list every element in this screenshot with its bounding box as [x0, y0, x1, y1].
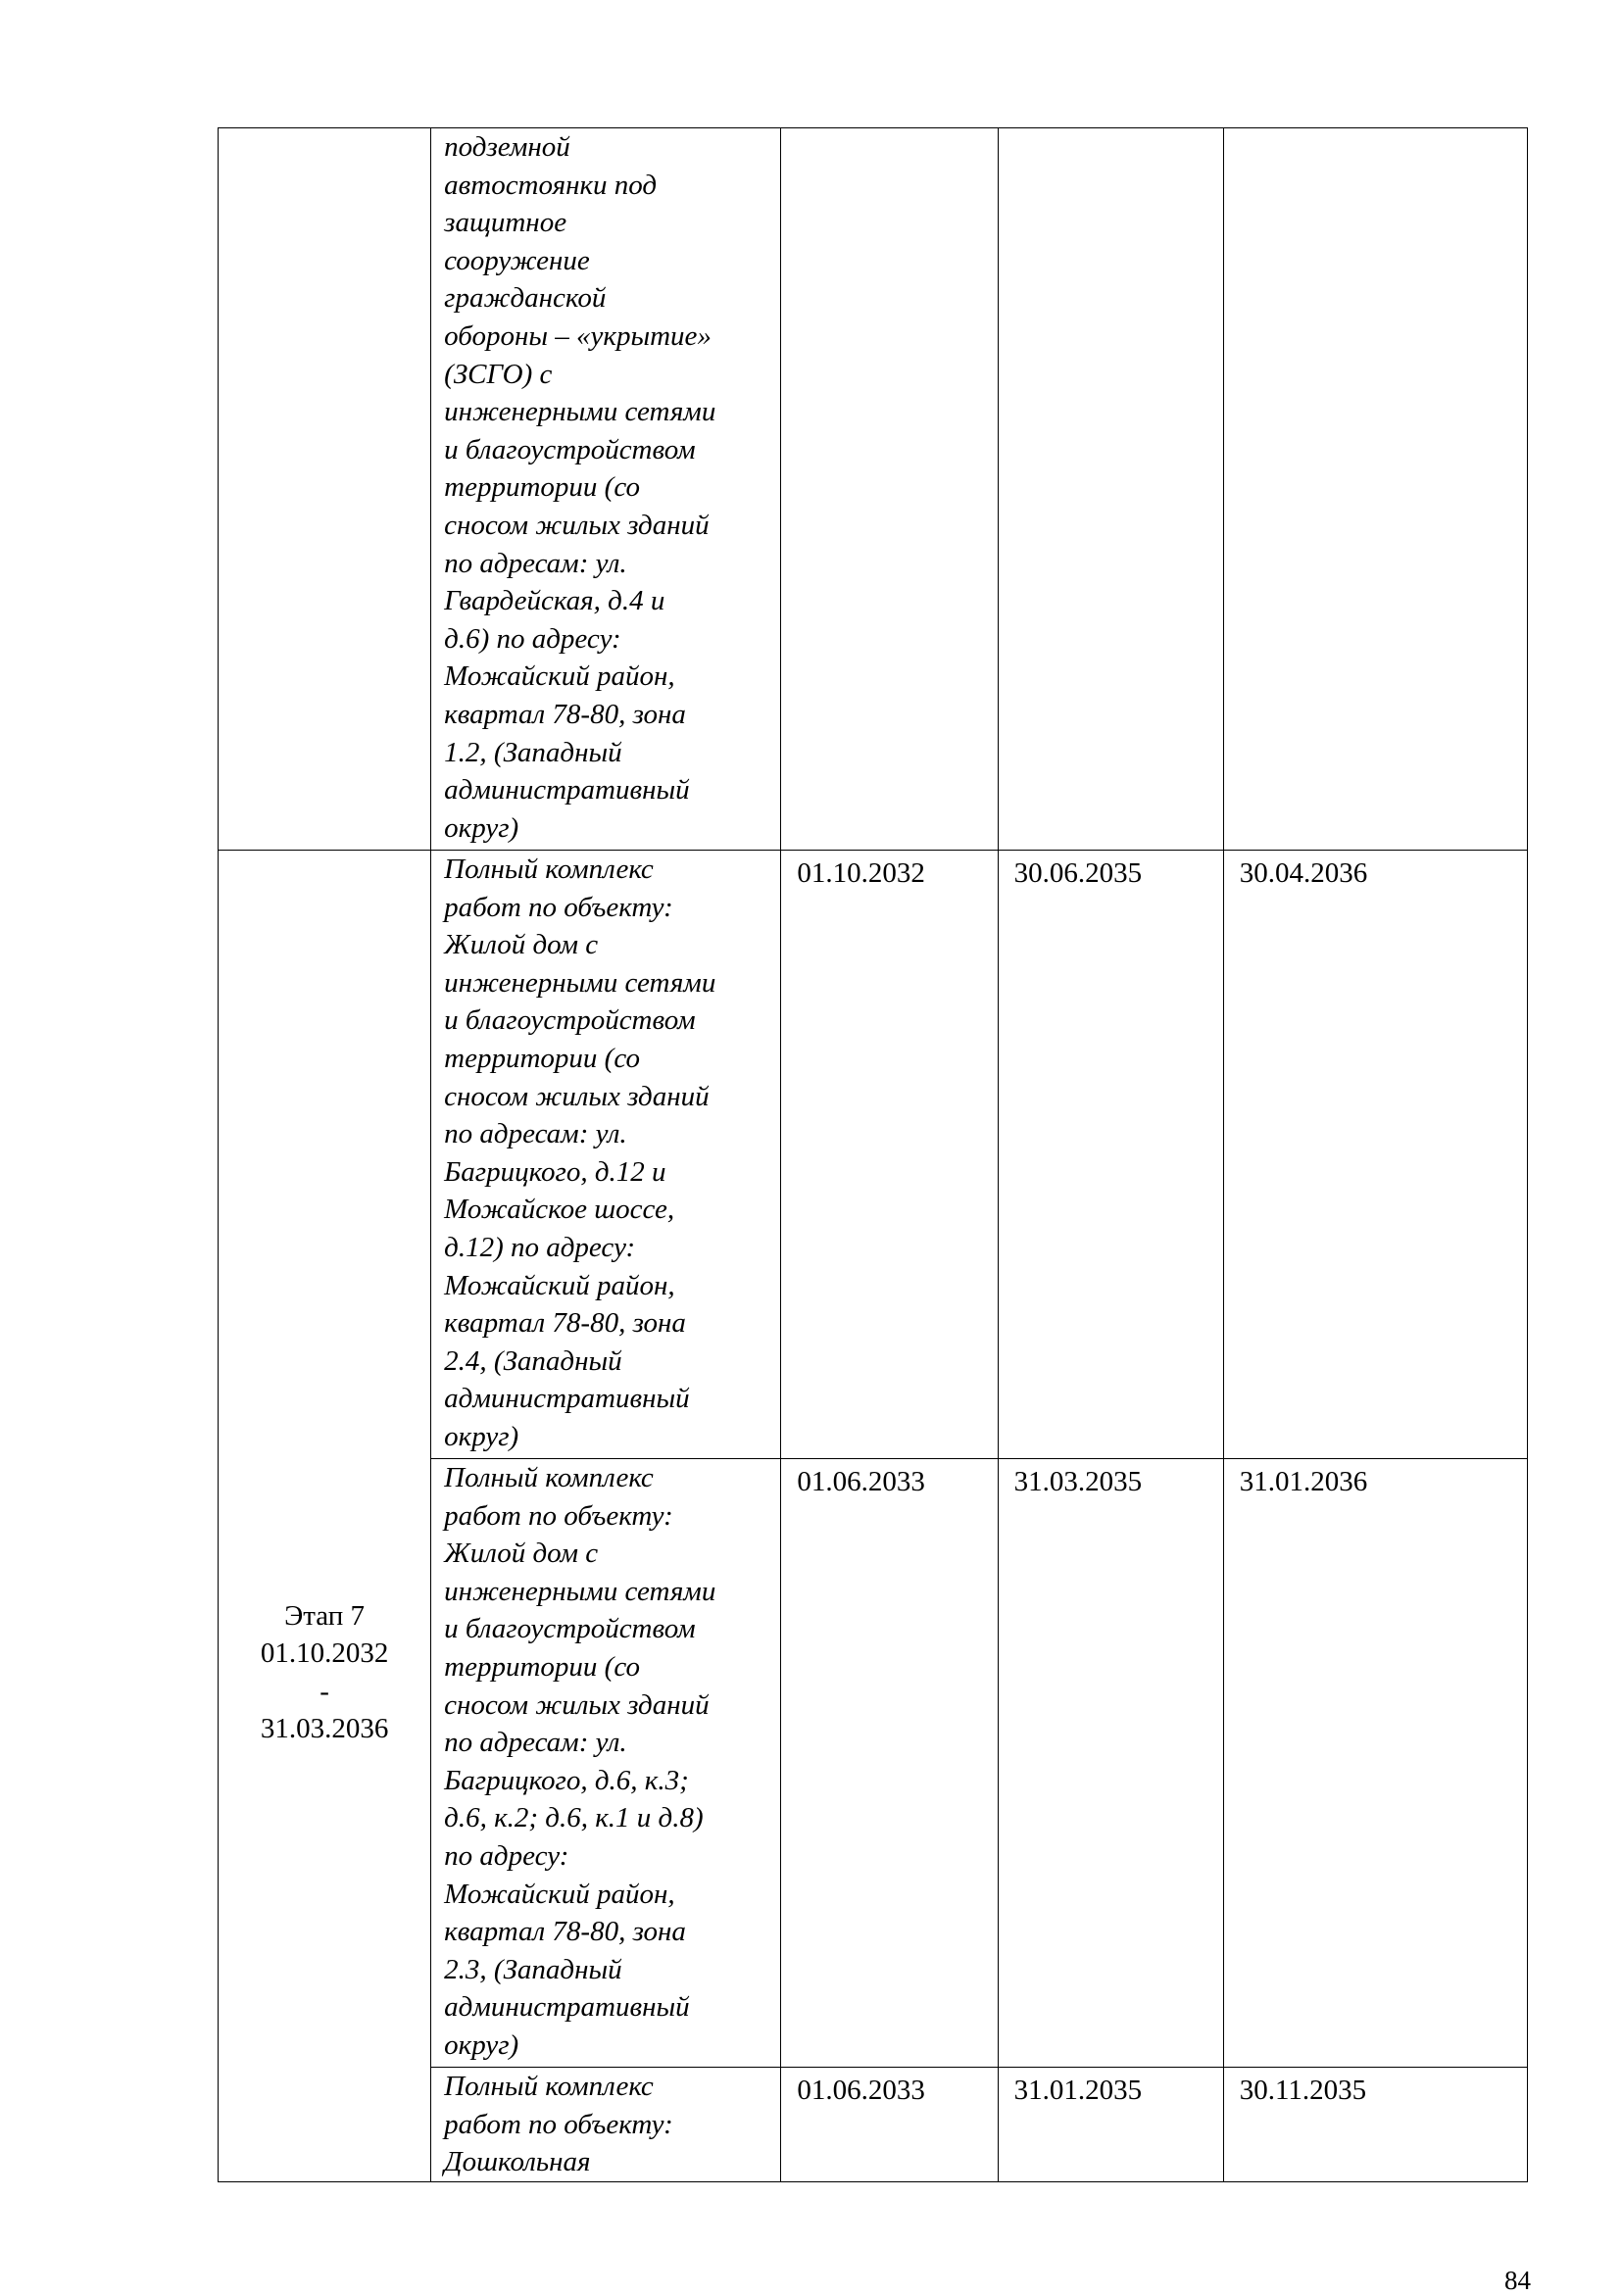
start-date: 01.06.2033 — [797, 2075, 925, 2106]
table-row — [219, 851, 1528, 1459]
date-cell-empty — [781, 128, 998, 851]
date-cell-empty — [998, 128, 1223, 851]
end-date: 30.04.2036 — [1239, 857, 1368, 889]
date-cell — [998, 1459, 1223, 2068]
object-description: подземной автостоянки под защитное сооружение гражданской обороны – «укрытие» (ЗСГО) с инженерными сетями и благоустройством территории (со сносом жилых зданий по адресам: ул. Гвардейская, д.4 и д.6) по адресу: Можайский район, квартал 78-80, зона 1.2, (Западный административный округ) — [444, 131, 716, 844]
object-description-cell — [431, 2068, 781, 2182]
object-description-cell — [431, 851, 781, 1459]
end-date: 30.11.2035 — [1239, 2075, 1367, 2106]
stage-block — [219, 1597, 430, 1748]
table-row-continued — [219, 128, 1528, 851]
object-description: Полный комплекс работ по объекту: Дошкольная — [444, 2071, 673, 2178]
stage-cell — [219, 851, 431, 2182]
stage-name: Этап 7 — [284, 1599, 366, 1632]
object-description-cell — [431, 128, 781, 851]
intermediate-date: 31.01.2035 — [1013, 2075, 1143, 2106]
stage-dash: - — [319, 1675, 329, 1707]
intermediate-date: 31.03.2035 — [1013, 1466, 1143, 1497]
date-cell — [1223, 2068, 1527, 2182]
end-date: 31.01.2036 — [1239, 1466, 1368, 1497]
date-cell — [998, 2068, 1223, 2182]
object-description: Полный комплекс работ по объекту: Жилой дом с инженерными сетями и благоустройством территории (со сносом жилых зданий по адресам: ул. Багрицкого, д.12 и Можайское шоссе, д.12) по адресу: Можайский район, квартал 78-80, зона 2.4, (Западный административный округ) — [444, 854, 716, 1452]
stage-start-date: 01.10.2032 — [260, 1637, 389, 1670]
date-cell — [1223, 851, 1527, 1459]
date-cell — [1223, 1459, 1527, 2068]
object-description-cell — [431, 1459, 781, 2068]
schedule-table — [218, 127, 1528, 2182]
page-number: 84 — [1504, 2266, 1531, 2295]
stage-cell-empty — [219, 128, 431, 851]
date-cell — [781, 2068, 998, 2182]
object-description: Полный комплекс работ по объекту: Жилой дом с инженерными сетями и благоустройством территории (со сносом жилых зданий по адресам: ул. Багрицкого, д.6, к.3; д.6, к.2; д.6, к.1 и д.8) по адресу: Можайский район, квартал 78-80, зона 2.3, (Западный административный округ) — [444, 1462, 716, 2061]
start-date: 01.10.2032 — [797, 857, 925, 889]
date-cell — [781, 1459, 998, 2068]
stage-end-date: 31.03.2036 — [260, 1713, 389, 1745]
date-cell — [781, 851, 998, 1459]
start-date: 01.06.2033 — [797, 1466, 925, 1497]
date-cell-empty — [1223, 128, 1527, 851]
date-cell — [998, 851, 1223, 1459]
intermediate-date: 30.06.2035 — [1013, 857, 1143, 889]
